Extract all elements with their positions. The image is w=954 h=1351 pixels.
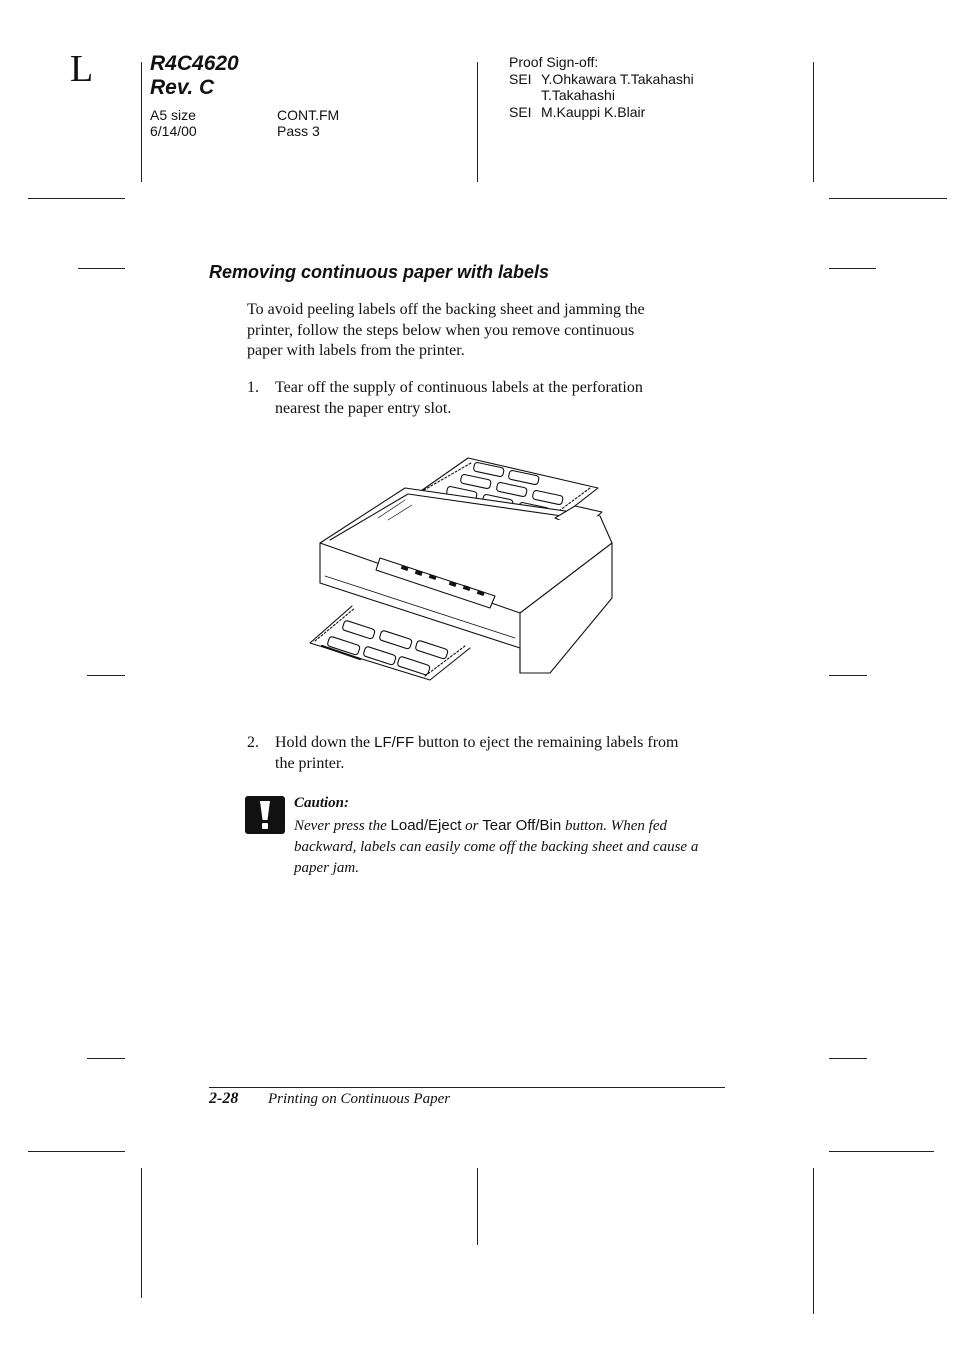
intro-line: paper with labels from the printer. [247,342,465,359]
caution-text-part: button. When fed backward, labels can easily come off the backing sheet and cause a paper jam. [294,818,699,876]
page-number: 2-28 [209,1090,239,1107]
caution-text-part: or [465,818,479,834]
proof-title: Proof Sign-off: [509,54,599,70]
step-2-number: 2. [247,734,259,751]
step-1-line: nearest the paper entry slot. [275,399,452,417]
step-2-text-post: button to eject the remaining labels from [418,734,679,751]
doc-date: 6/14/00 [150,123,197,139]
crop-mark [28,198,125,199]
pass-number: Pass 3 [277,123,320,139]
crop-mark [141,62,142,182]
corner-letter: L [70,48,94,90]
crop-mark [829,268,876,269]
intro-line: printer, follow the steps below when you remove continuous [247,321,635,339]
proof-names: M.Kauppi K.Blair [541,104,646,120]
caution-icon [245,796,285,834]
step-1-line: Tear off the supply of continuous labels at the perforation [275,379,643,396]
load-eject-button-label: Load/Eject [390,817,462,834]
step-2-line-1 [275,733,727,754]
intro-line: To avoid peeling labels off the backing sheet and jamming the [247,301,645,318]
crop-mark [829,1151,934,1152]
doc-code-line2: Rev. C [150,76,215,99]
section-heading: Removing continuous paper with labels [209,262,550,282]
proof-org: SEI [509,104,532,120]
proof-names: Y.Ohkawara T.Takahashi [541,71,694,87]
file-name: CONT.FM [277,107,340,123]
doc-code [150,52,239,100]
proof-names: T.Takahashi [541,87,615,103]
proof-org: SEI [509,71,532,87]
printer-illustration [300,448,620,700]
step-1-number: 1. [247,379,259,396]
caution-text-part: Never press the [294,818,387,834]
doc-code-line1: R4C4620 [150,52,239,75]
crop-mark [141,1168,142,1298]
crop-mark [28,1151,125,1152]
crop-mark [477,1168,478,1245]
intro-paragraph [247,300,645,362]
crop-mark [813,62,814,182]
caution-text [294,815,726,879]
tear-off-bin-button-label: Tear Off/Bin [482,817,562,834]
step-2-text [275,733,727,774]
chapter-title: Printing on Continuous Paper [268,1091,451,1107]
step-2-text-pre: Hold down the [275,734,371,751]
crop-mark [829,675,867,676]
crop-mark [829,1058,867,1059]
paper-size: A5 size [150,107,196,123]
step-1-text [275,378,643,419]
lf-ff-button-label: LF/FF [374,734,415,751]
crop-mark [813,1168,814,1314]
crop-mark [87,675,125,676]
footer-rule [209,1087,725,1088]
crop-mark [829,198,947,199]
crop-mark [87,1058,125,1059]
crop-mark [78,268,125,269]
step-2-line-2: the printer. [275,754,345,772]
caution-title: Caution: [294,795,350,811]
crop-mark [477,62,478,182]
